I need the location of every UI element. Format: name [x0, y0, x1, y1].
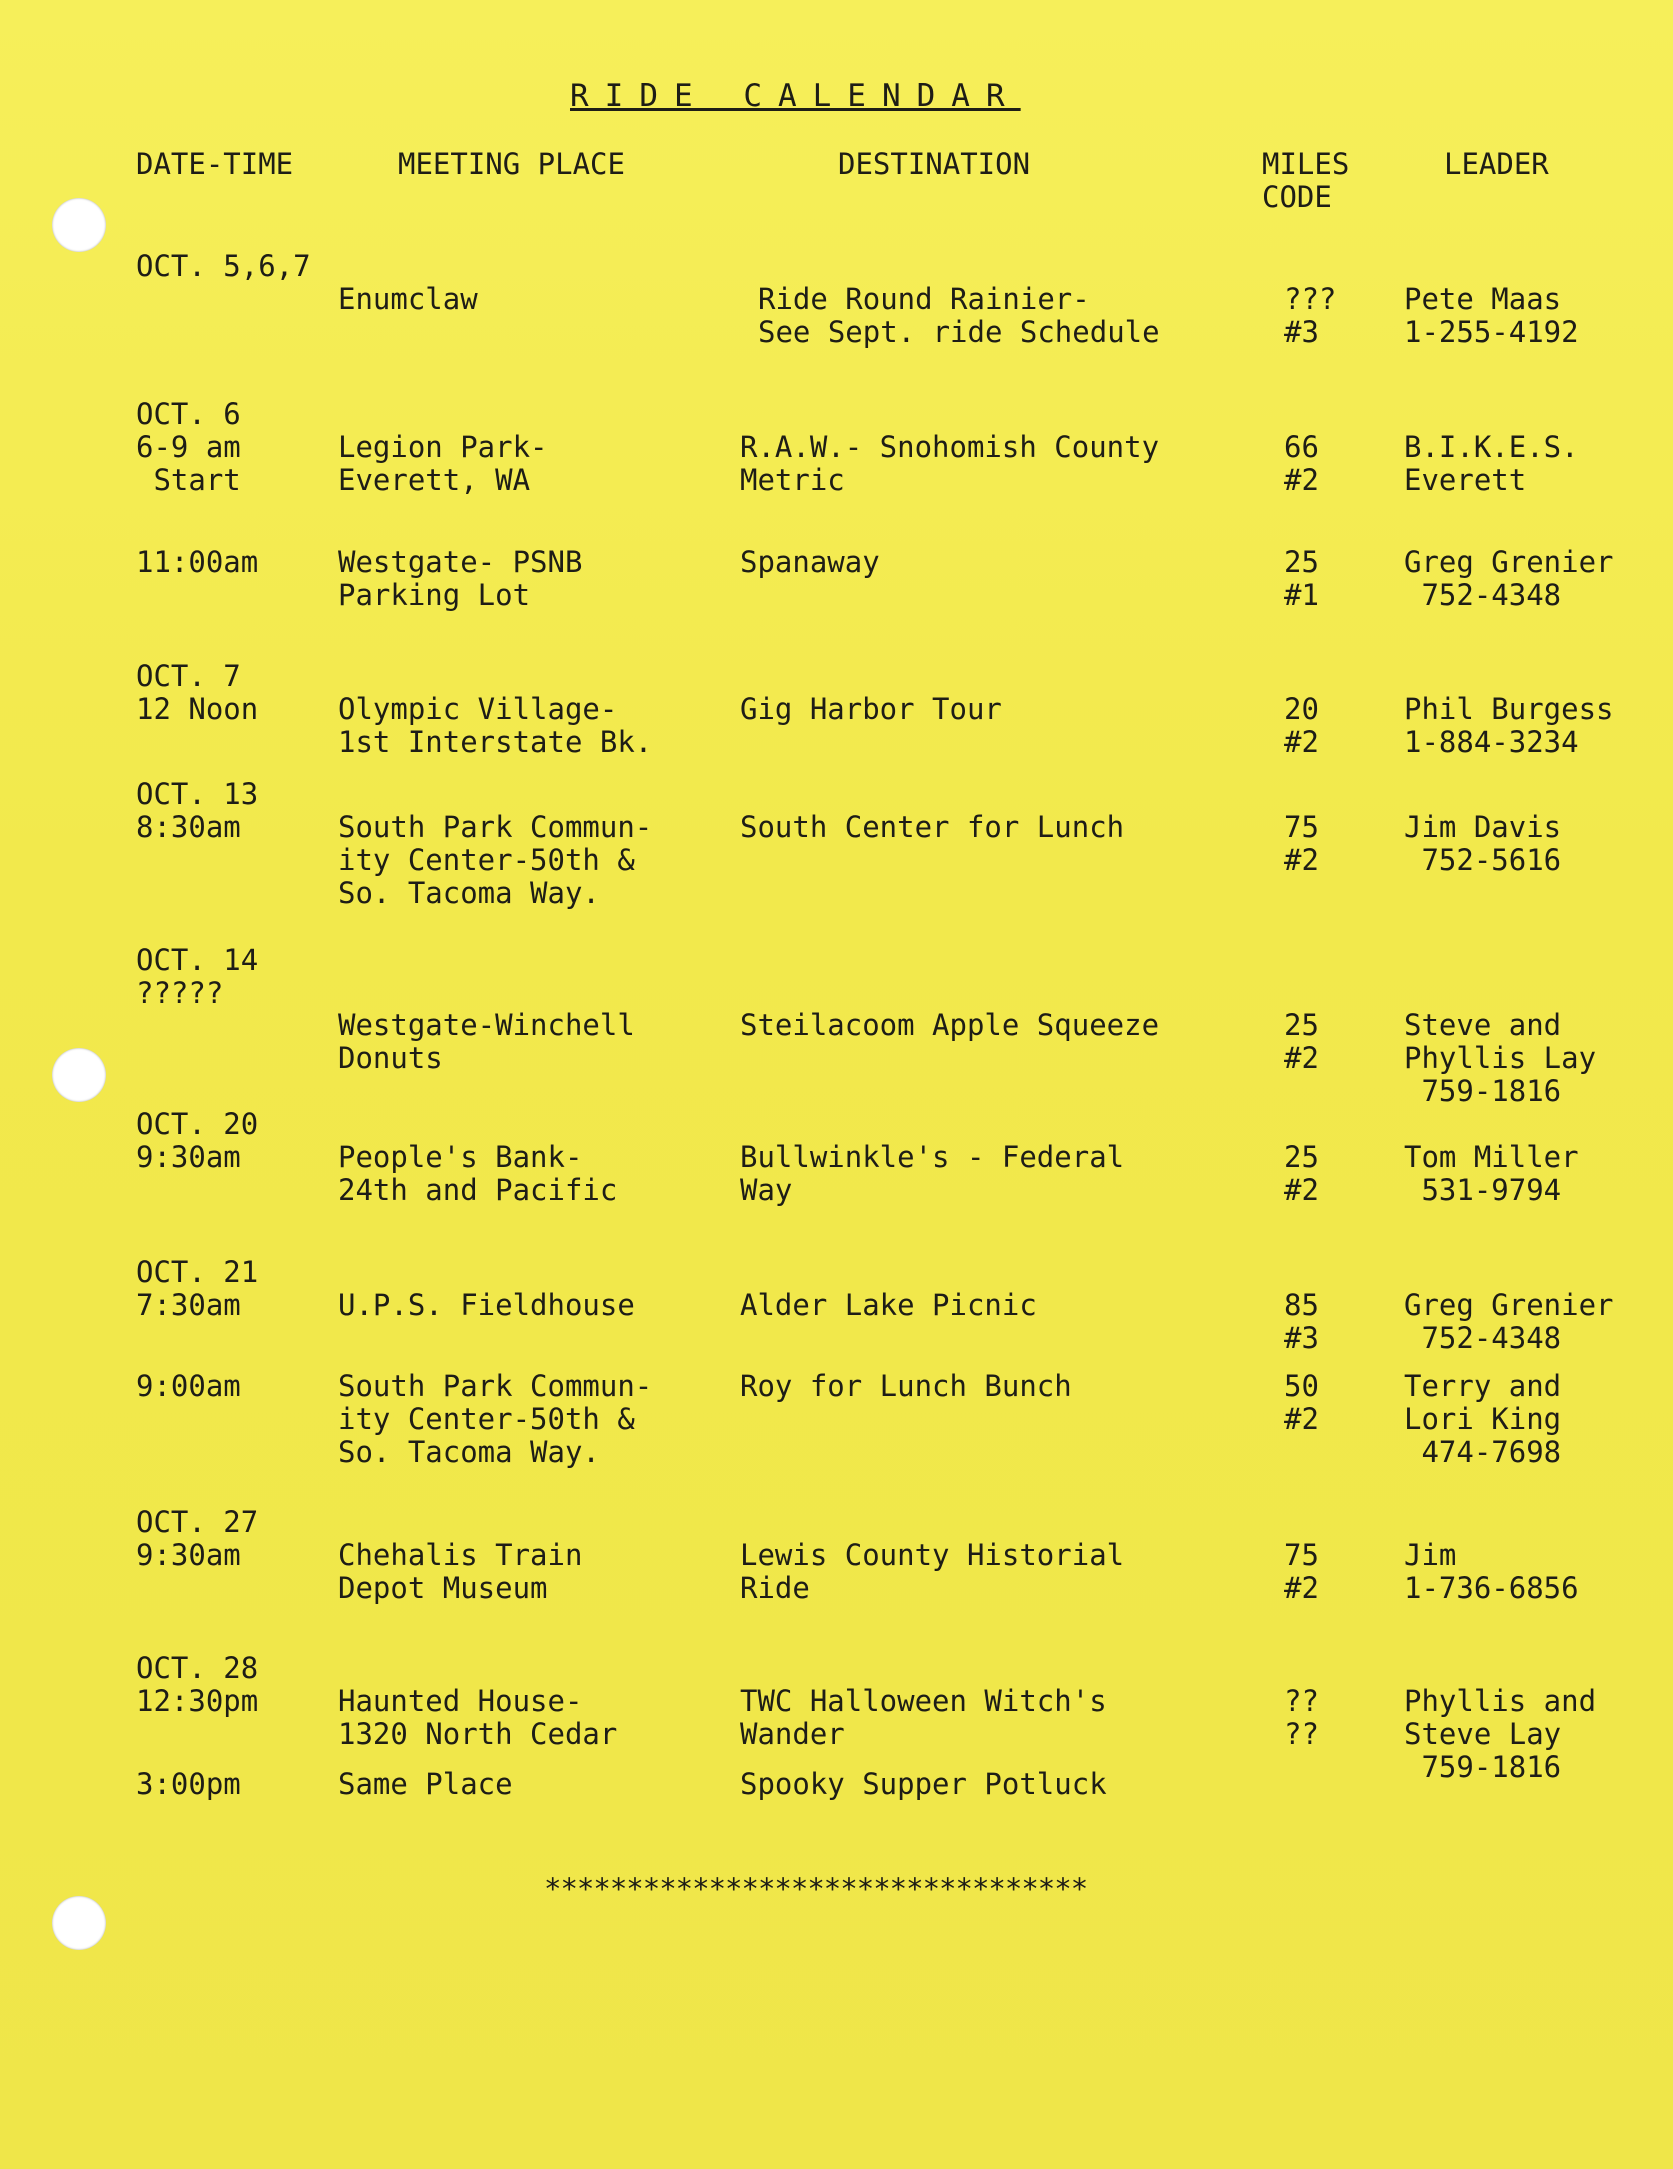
- ride-leader: Phil Burgess 1-884-3234: [1404, 692, 1614, 759]
- ride-destination: Gig Harbor Tour: [740, 692, 1002, 726]
- ride-meeting-place: Westgate-Winchell Donuts: [338, 1008, 635, 1075]
- page-title: RIDE CALENDAR: [570, 78, 1021, 114]
- ride-meeting-place: People's Bank- 24th and Pacific: [338, 1140, 618, 1207]
- ride-leader: Pete Maas 1-255-4192: [1404, 282, 1579, 349]
- ride-leader: Jim 1-736-6856: [1404, 1538, 1579, 1605]
- ride-date-time: OCT. 5,6,7: [136, 249, 311, 283]
- ride-leader: Greg Grenier 752-4348: [1404, 545, 1614, 612]
- ride-date-time: 11:00am: [136, 545, 259, 579]
- ride-destination: Ride Round Rainier- See Sept. ride Schedule: [758, 282, 1160, 349]
- ride-date-time: OCT. 13 8:30am: [136, 777, 259, 844]
- ride-destination: Spanaway: [740, 545, 880, 579]
- ride-date-time: OCT. 27 9:30am: [136, 1505, 259, 1572]
- ride-destination: Alder Lake Picnic: [740, 1288, 1037, 1322]
- ride-meeting-place: Westgate- PSNB Parking Lot: [338, 545, 583, 612]
- ride-meeting-place: South Park Commun- ity Center-50th & So. Tacoma Way.: [338, 1369, 653, 1469]
- ride-miles-code: 75 #2: [1284, 810, 1319, 877]
- ride-meeting-place: South Park Commun- ity Center-50th & So. Tacoma Way.: [338, 810, 653, 910]
- header-destination: DESTINATION: [838, 147, 1031, 181]
- footer-separator: *********************************: [544, 1872, 1088, 1906]
- header-leader: LEADER: [1444, 147, 1549, 181]
- ride-meeting-place: U.P.S. Fieldhouse: [338, 1288, 635, 1322]
- ride-miles-code: 25 #2: [1284, 1140, 1319, 1207]
- ride-miles-code: 66 #2: [1284, 430, 1319, 497]
- ride-leader: Jim Davis 752-5616: [1404, 810, 1562, 877]
- ride-date-time: OCT. 14 ?????: [136, 943, 259, 1010]
- ride-meeting-place: Legion Park- Everett, WA: [338, 430, 548, 497]
- ride-leader: Steve and Phyllis Lay 759-1816: [1404, 1008, 1597, 1108]
- ride-date-time: OCT. 7 12 Noon: [136, 659, 259, 726]
- ride-meeting-place: Enumclaw: [338, 282, 478, 316]
- ride-meeting-place: Same Place: [338, 1767, 513, 1801]
- ride-destination: Steilacoom Apple Squeeze: [740, 1008, 1160, 1042]
- ride-destination: Lewis County Historial Ride: [740, 1538, 1125, 1605]
- ride-destination: R.A.W.- Snohomish County Metric: [740, 430, 1160, 497]
- ride-destination: Spooky Supper Potluck: [740, 1767, 1107, 1801]
- header-meeting-place: MEETING PLACE: [398, 147, 625, 181]
- ride-miles-code: 25 #1: [1284, 545, 1319, 612]
- ride-meeting-place: Chehalis Train Depot Museum: [338, 1538, 583, 1605]
- ride-leader: B.I.K.E.S. Everett: [1404, 430, 1579, 497]
- binder-hole-top: [52, 198, 106, 252]
- ride-miles-code: ??? #3: [1284, 282, 1337, 349]
- ride-date-time: OCT. 28 12:30pm: [136, 1651, 259, 1718]
- ride-miles-code: 50 #2: [1284, 1369, 1319, 1436]
- ride-date-time: 9:00am: [136, 1369, 241, 1403]
- ride-miles-code: 20 #2: [1284, 692, 1319, 759]
- ride-date-time: OCT. 6 6-9 am Start: [136, 397, 241, 497]
- ride-date-time: OCT. 21 7:30am: [136, 1255, 259, 1322]
- header-miles-code: MILES CODE: [1262, 147, 1350, 214]
- header-date-time: DATE-TIME: [136, 147, 294, 181]
- ride-date-time: 3:00pm: [136, 1767, 241, 1801]
- ride-leader: Phyllis and Steve Lay 759-1816: [1404, 1684, 1597, 1784]
- ride-destination: TWC Halloween Witch's Wander: [740, 1684, 1107, 1751]
- ride-leader: Greg Grenier 752-4348: [1404, 1288, 1614, 1355]
- ride-destination: South Center for Lunch: [740, 810, 1125, 844]
- ride-meeting-place: Haunted House- 1320 North Cedar: [338, 1684, 618, 1751]
- ride-meeting-place: Olympic Village- 1st Interstate Bk.: [338, 692, 653, 759]
- ride-miles-code: 75 #2: [1284, 1538, 1319, 1605]
- ride-leader: Tom Miller 531-9794: [1404, 1140, 1579, 1207]
- ride-leader: Terry and Lori King 474-7698: [1404, 1369, 1562, 1469]
- binder-hole-middle: [52, 1048, 106, 1102]
- ride-miles-code: 25 #2: [1284, 1008, 1319, 1075]
- binder-hole-bottom: [52, 1896, 106, 1950]
- ride-miles-code: ?? ??: [1284, 1684, 1319, 1751]
- ride-miles-code: 85 #3: [1284, 1288, 1319, 1355]
- ride-date-time: OCT. 20 9:30am: [136, 1107, 259, 1174]
- ride-destination: Roy for Lunch Bunch: [740, 1369, 1072, 1403]
- ride-destination: Bullwinkle's - Federal Way: [740, 1140, 1125, 1207]
